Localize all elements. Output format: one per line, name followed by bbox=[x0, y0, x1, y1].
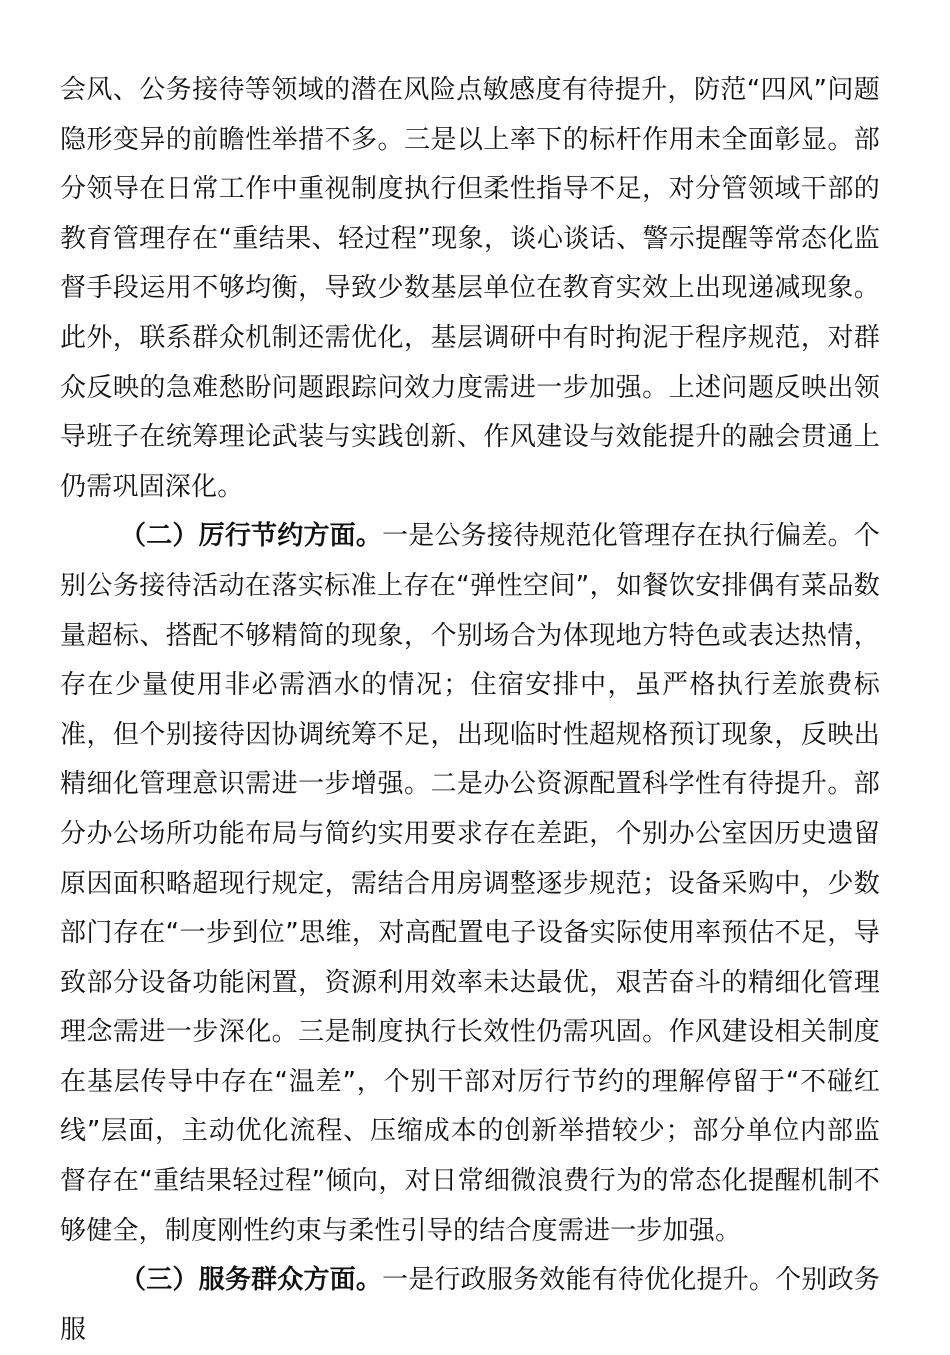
section-heading-frugality: （二）厉行节约方面。 bbox=[120, 521, 383, 552]
document-body bbox=[60, 66, 880, 1355]
paragraph-serving-public bbox=[60, 1256, 880, 1355]
paragraph-text: 一是公务接待规范化管理存在执行偏差。个别公务接待活动在落实标准上存在“弹性空间”，如餐饮安排偶有菜品数量超标、搭配不够精简的现象，个别场合为体现地方特色或表达热情，存在少量使用非必需酒水的情况；住宿安排中，虽严格执行差旅费标准，但个别接待因协调统筹不足，出现临时性超规格预订现象，反映出精细化管理意识需进一步增强。二是办公资源配置科学性有待提升。部分办公场所功能布局与简约实用要求存在差距，个别办公室因历史遗留原因面积略超现行规定，需结合用房调整逐步规范；设备采购中，少数部门存在“一步到位”思维，对高配置电子设备实际使用率预估不足，导致部分设备功能闲置，资源利用效率未达最优，艰苦奋斗的精细化管理理念需进一步深化。三是制度执行长效性仍需巩固。作风建设相关制度在基层传导中存在“温差”，个别干部对厉行节约的理解停留于“不碰红线”层面，主动优化流程、压缩成本的创新举措较少；部分单位内部监督存在“重结果轻过程”倾向，对日常细微浪费行为的常态化提醒机制不够健全，制度刚性约束与柔性引导的结合度需进一步加强。 bbox=[60, 521, 880, 1246]
paragraph-frugality bbox=[60, 512, 880, 1256]
paragraph-continuation bbox=[60, 66, 880, 512]
paragraph-text: 会风、公务接待等领域的潜在风险点敏感度有待提升，防范“四风”问题隐形变异的前瞻性举措不多。三是以上率下的标杆作用未全面彰显。部分领导在日常工作中重视制度执行但柔性指导不足，对分管领域干部的教育管理存在“重结果、轻过程”现象，谈心谈话、警示提醒等常态化监督手段运用不够均衡，导致少数基层单位在教育实效上出现递减现象。此外，联系群众机制还需优化，基层调研中有时拘泥于程序规范，对群众反映的急难愁盼问题跟踪问效力度需进一步加强。上述问题反映出领导班子在统筹理论武装与实践创新、作风建设与效能提升的融会贯通上仍需巩固深化。 bbox=[60, 75, 880, 502]
section-heading-serving-public: （三）服务群众方面。 bbox=[120, 1265, 383, 1296]
paragraph-text: 一是行政服务效能有待优化提升。个别政务服 bbox=[60, 1265, 880, 1345]
